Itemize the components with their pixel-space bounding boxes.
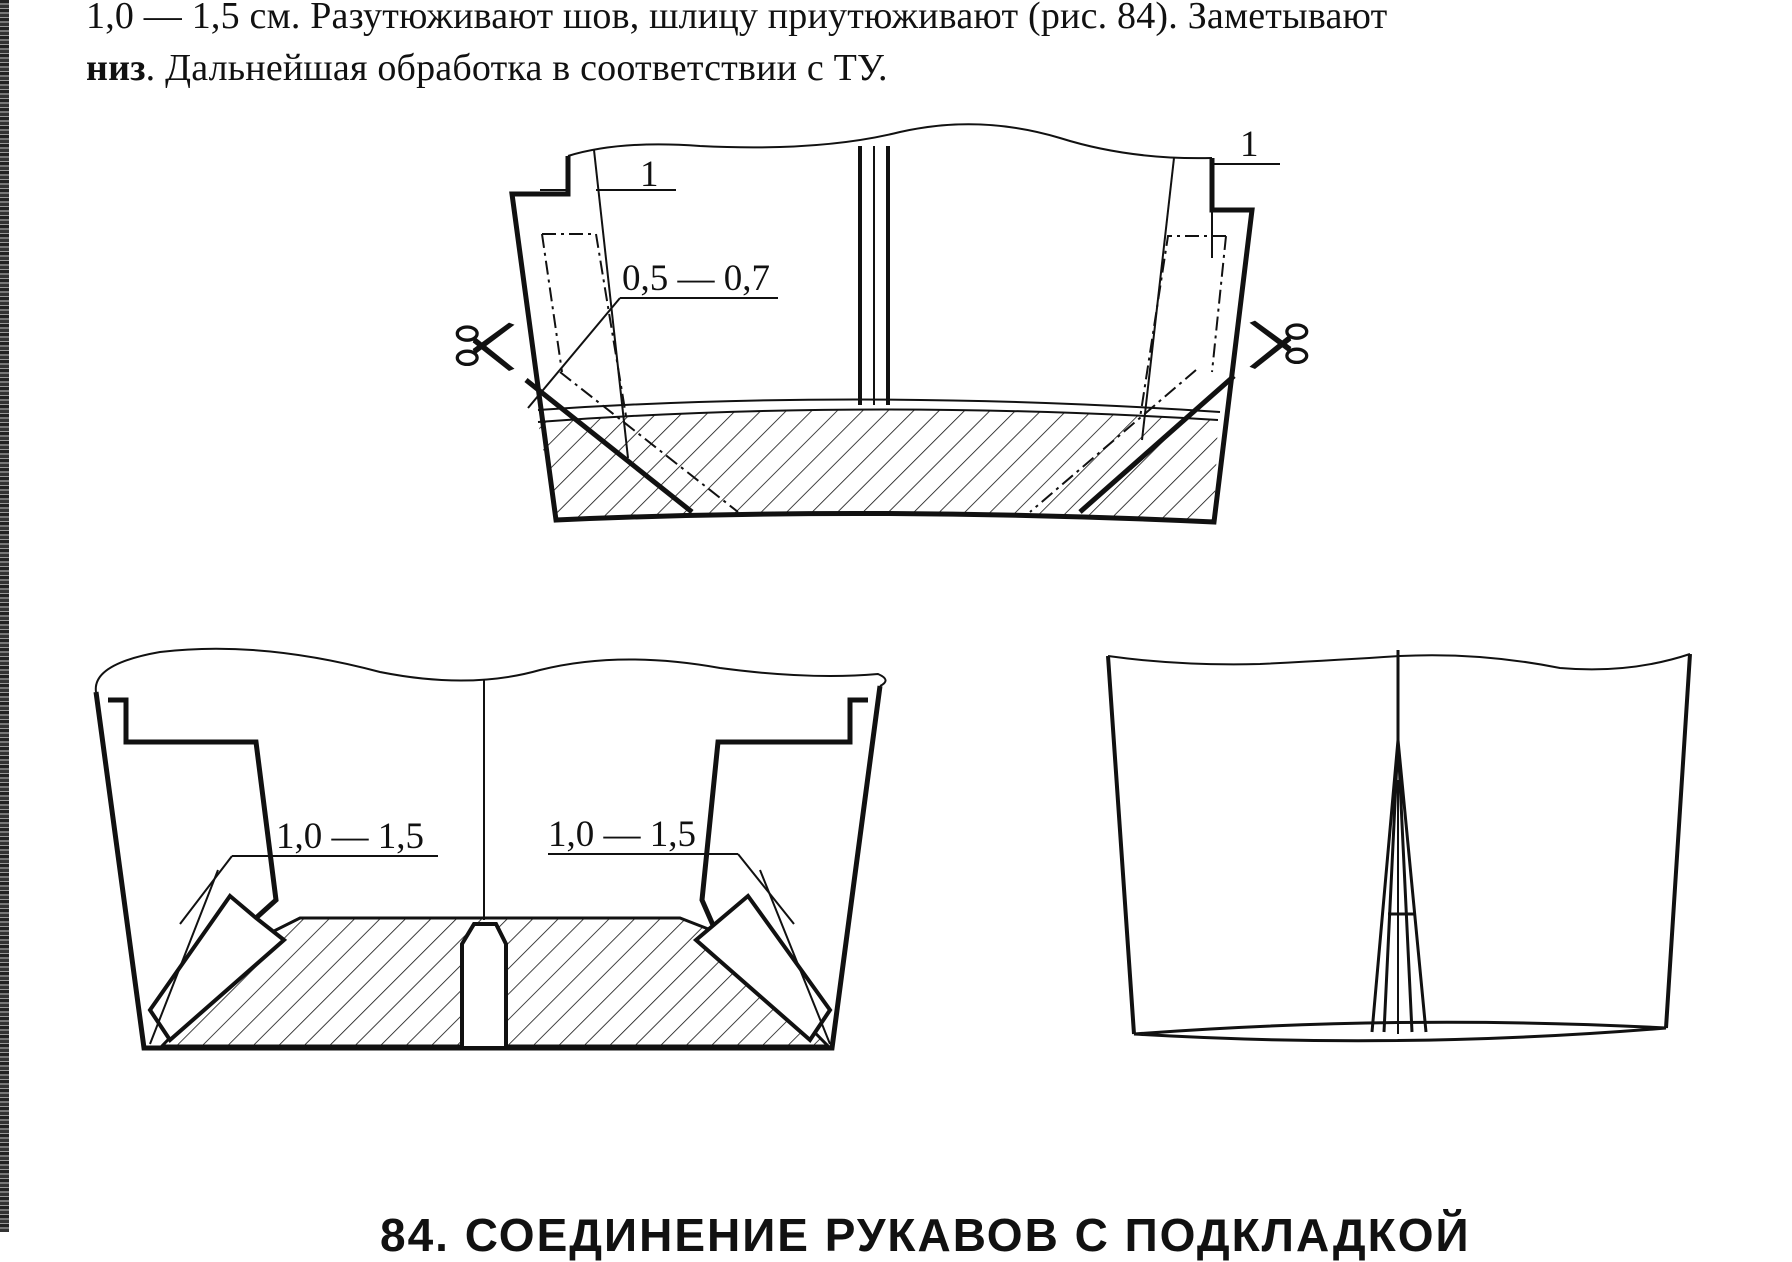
top-right-inner-line: [1142, 158, 1174, 440]
dim-middle-label: 0,5 — 0,7: [622, 258, 770, 299]
text-line-2-rest: . Дальнейшая обработка в соответствии с ТУ.: [145, 47, 888, 89]
bl-center-pleat: [462, 924, 506, 1048]
scissors-icon: [457, 323, 514, 371]
text-line-1: 1,0 — 1,5 см. Разутюживают шов, шлицу приутюживают (рис. 84). Заметывают: [86, 0, 1388, 37]
top-hatched-hem: [538, 409, 1218, 522]
dim-left-label: 1: [640, 154, 659, 195]
bl-wavy-edge: [96, 649, 886, 692]
bl-left-step: [108, 700, 276, 918]
dim-right-label: 1: [1240, 124, 1259, 165]
bl-right-step: [702, 700, 868, 932]
scissors-icon: [1250, 321, 1307, 369]
bottom-right-sleeve-figure: [1108, 650, 1690, 1041]
bottom-left-sleeve-figure: [96, 649, 886, 1048]
text-bold-word: низ: [86, 47, 146, 89]
bl-dim-right-label: 1,0 — 1,5: [548, 814, 696, 855]
dim-middle-diagonal: [528, 298, 620, 408]
br-hem: [1134, 1022, 1666, 1041]
bl-dim-left-label: 1,0 — 1,5: [276, 816, 424, 857]
section-heading-partial: 84. СОЕДИНЕНИЕ РУКАВОВ С ПОДКЛАДКОЙ: [380, 1209, 1471, 1261]
top-sleeve-figure: [457, 124, 1306, 522]
top-right-dashdot: [1140, 236, 1226, 418]
